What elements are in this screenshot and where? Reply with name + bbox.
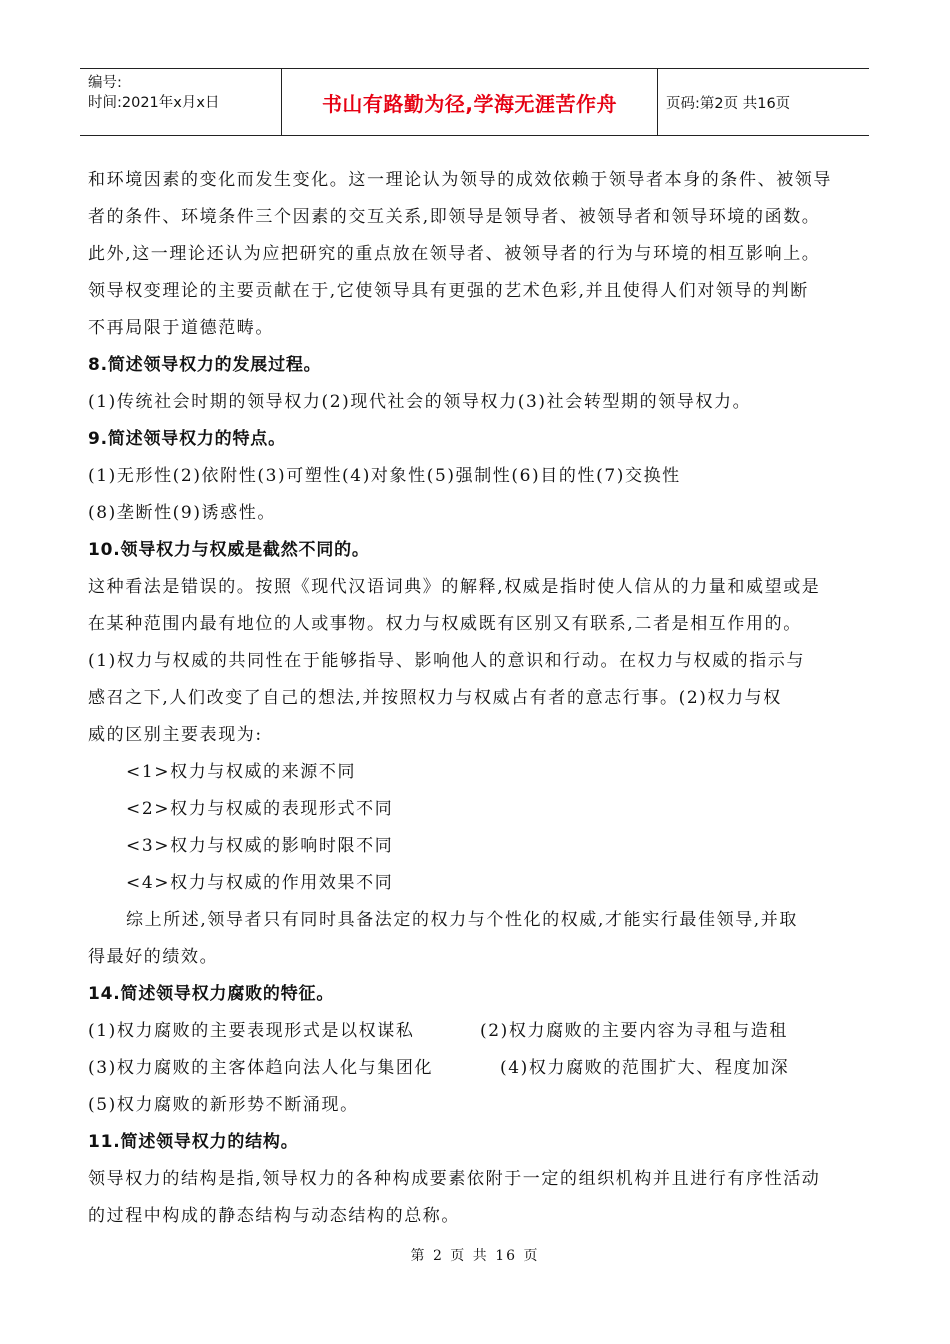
question-10-answer-line: 威的区别主要表现为: bbox=[88, 725, 263, 745]
time-label: 时间:2021年x月x日 bbox=[88, 95, 220, 111]
question-10-list-item: <4>权力与权威的作用效果不同 bbox=[126, 873, 394, 893]
question-10-answer-line: (1)权力与权威的共同性在于能够指导、影响他人的意识和行动。在权力与权威的指示与 bbox=[88, 651, 806, 671]
question-14-item: (3)权力腐败的主客体趋向法人化与集团化 bbox=[88, 1058, 434, 1078]
document-body bbox=[88, 162, 863, 1235]
page-header bbox=[80, 68, 869, 136]
question-9-answer-line: (8)垄断性(9)诱惑性。 bbox=[88, 503, 276, 523]
question-9-title: 9.简述领导权力的特点。 bbox=[88, 429, 286, 449]
question-14-row bbox=[88, 1013, 863, 1050]
question-14-item: (1)权力腐败的主要表现形式是以权谋私 bbox=[88, 1021, 415, 1041]
header-motto: 书山有路勤为径,学海无涯苦作舟 bbox=[282, 69, 658, 135]
question-11-answer-line: 的过程中构成的静态结构与动态结构的总称。 bbox=[88, 1206, 460, 1226]
doc-number-label: 编号: bbox=[88, 75, 122, 91]
question-10-answer-line: 这种看法是错误的。按照《现代汉语词典》的解释,权威是指时使人信从的力量和威望或是 bbox=[88, 577, 821, 597]
question-10-summary-line: 综上所述,领导者只有同时具备法定的权力与个性化的权威,才能实行最佳领导,并取 bbox=[126, 910, 799, 930]
header-page-info: 页码:第2页 共16页 bbox=[666, 95, 791, 112]
question-10-title: 10.领导权力与权威是截然不同的。 bbox=[88, 540, 370, 560]
intro-line: 领导权变理论的主要贡献在于,它使领导具有更强的艺术色彩,并且使得人们对领导的判断 bbox=[88, 281, 809, 301]
question-9-answer-line: (1)无形性(2)依附性(3)可塑性(4)对象性(5)强制性(6)目的性(7)交换性 bbox=[88, 466, 681, 486]
question-14-row bbox=[88, 1050, 863, 1087]
intro-line: 和环境因素的变化而发生变化。这一理论认为领导的成效依赖于领导者本身的条件、被领导 bbox=[88, 170, 832, 190]
question-14-item: (4)权力腐败的范围扩大、程度加深 bbox=[500, 1058, 790, 1078]
question-10-list-item: <1>权力与权威的来源不同 bbox=[126, 762, 357, 782]
question-11-title: 11.简述领导权力的结构。 bbox=[88, 1132, 299, 1152]
page-footer bbox=[0, 1245, 950, 1265]
question-14-item: (5)权力腐败的新形势不断涌现。 bbox=[88, 1095, 359, 1115]
question-8-title: 8.简述领导权力的发展过程。 bbox=[88, 355, 322, 375]
question-14-title: 14.简述领导权力腐败的特征。 bbox=[88, 984, 335, 1004]
question-10-list-item: <3>权力与权威的影响时限不同 bbox=[126, 836, 394, 856]
footer-page-number: 第 2 页 共 16 页 bbox=[410, 1248, 540, 1264]
intro-line: 此外,这一理论还认为应把研究的重点放在领导者、被领导者的行为与环境的相互影响上。 bbox=[88, 244, 821, 264]
intro-line: 不再局限于道德范畴。 bbox=[88, 318, 274, 338]
question-8-answer: (1)传统社会时期的领导权力(2)现代社会的领导权力(3)社会转型期的领导权力。 bbox=[88, 392, 752, 412]
intro-line: 者的条件、环境条件三个因素的交互关系,即领导是领导者、被领导者和领导环境的函数。 bbox=[88, 207, 821, 227]
question-14-item: (2)权力腐败的主要内容为寻租与造租 bbox=[480, 1021, 788, 1041]
question-10-answer-line: 在某种范围内最有地位的人或事物。权力与权威既有区别又有联系,二者是相互作用的。 bbox=[88, 614, 802, 634]
header-meta-cell bbox=[80, 69, 282, 135]
question-10-answer-line: 感召之下,人们改变了自己的想法,并按照权力与权威占有者的意志行事。(2)权力与权 bbox=[88, 688, 782, 708]
question-11-answer-line: 领导权力的结构是指,领导权力的各种构成要素依附于一定的组织机构并且进行有序性活动 bbox=[88, 1169, 821, 1189]
question-10-summary-line: 得最好的绩效。 bbox=[88, 947, 219, 967]
question-10-list-item: <2>权力与权威的表现形式不同 bbox=[126, 799, 394, 819]
